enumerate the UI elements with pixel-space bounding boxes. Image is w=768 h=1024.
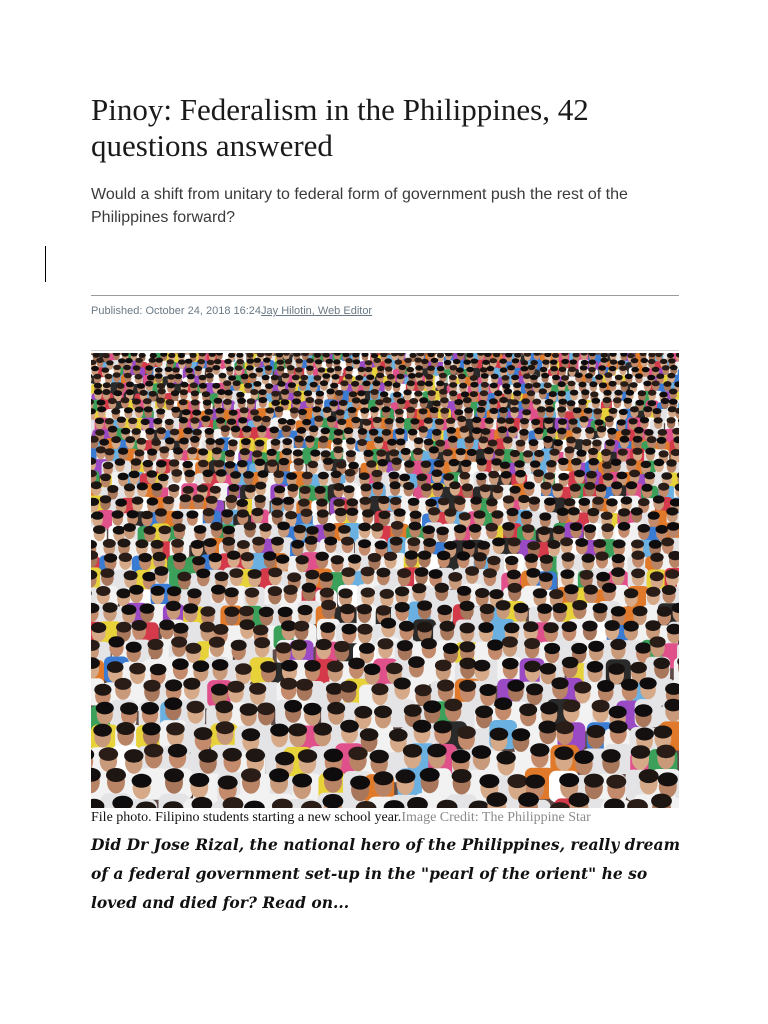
article-byline (91, 304, 372, 318)
author-link[interactable]: Jay Hilotin, Web Editor (261, 305, 373, 317)
caption-text: File photo. Filipino students starting a new school year. (91, 810, 402, 825)
crowd-photo-illustration (91, 353, 679, 808)
article-subheadline: Would a shift from unitary to federal form of government push the rest of the Philippines forward? (91, 186, 628, 226)
byline-divider-bottom (91, 350, 679, 351)
article-lede: Did Dr Jose Rizal, the national hero of the Philippines, really dream of a federal government set-up in the "pearl of the orient" he so loved and died for? Read on... (91, 835, 680, 912)
text-cursor (45, 246, 46, 282)
published-label: Published: (91, 305, 143, 317)
article-headline: Pinoy: Federalism in the Philippines, 42 questions answered (91, 92, 589, 163)
photo-caption (91, 810, 591, 826)
image-credit: Image Credit: The Philippine Star (401, 810, 591, 825)
article-photo (91, 353, 679, 808)
byline-divider-top (91, 295, 679, 296)
published-date: October 24, 2018 16:24 (145, 305, 262, 317)
